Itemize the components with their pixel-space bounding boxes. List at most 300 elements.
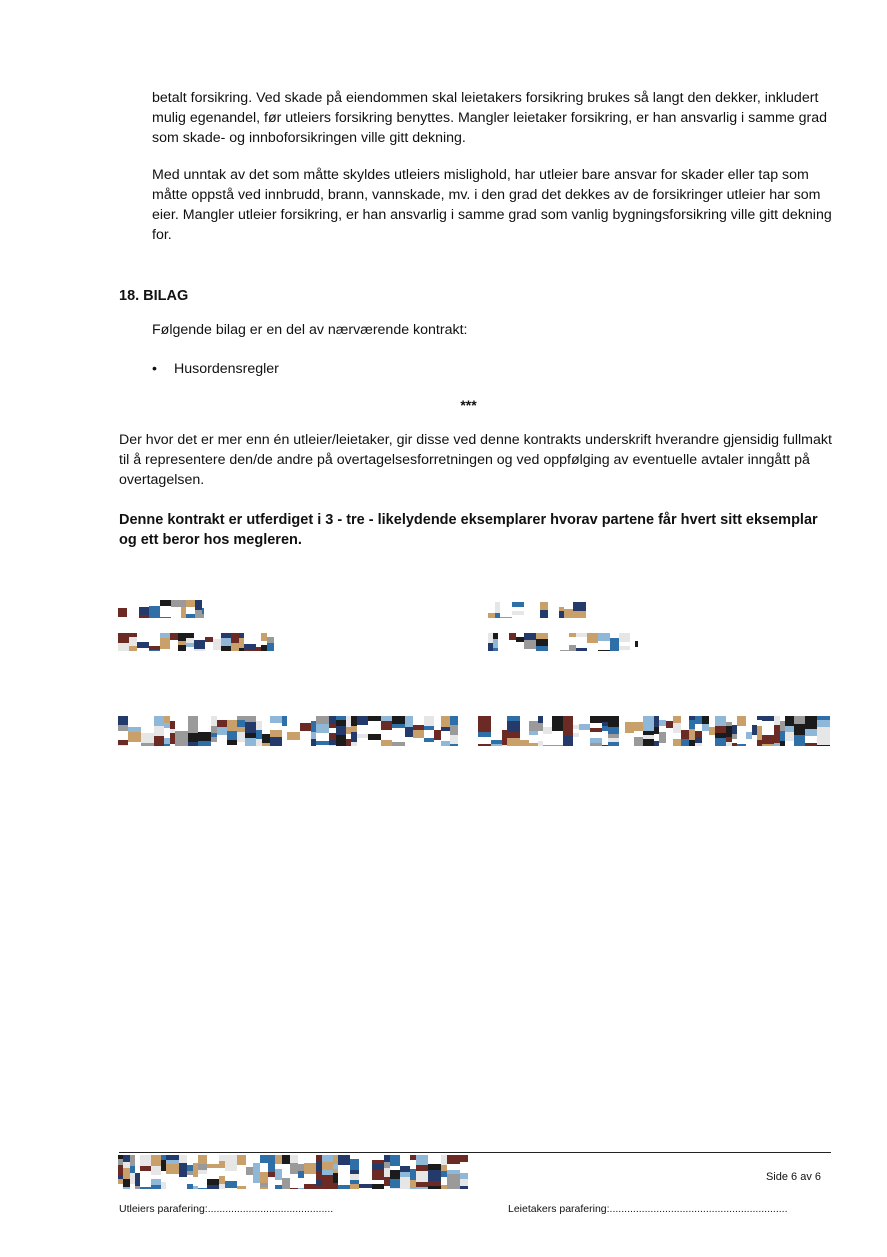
redaction-cell [405,737,413,746]
redaction-cell [260,1172,268,1183]
redaction-cell [227,720,237,731]
redaction-cell [610,649,619,651]
redaction-cell [139,600,149,607]
redaction-cell [536,646,548,651]
redaction-cell [434,721,441,730]
redaction-cell [659,732,666,743]
redaction-cell [137,648,149,651]
redaction-cell [785,716,794,726]
redaction-cell [141,733,154,743]
redaction-cell [178,645,186,651]
redaction-cell [659,743,666,746]
redaction-cell [186,647,194,651]
redaction-cell [166,1183,179,1189]
redaction-cell [245,722,256,733]
redaction-cell [237,742,245,746]
redaction-cell [543,745,552,746]
redaction-cell [424,716,434,726]
redaction-cell [536,639,548,646]
redaction-cell [625,733,634,742]
redaction-cell [666,721,673,728]
redaction-cell [587,643,598,651]
redaction-cell [188,716,198,726]
redaction-cell [166,1164,179,1174]
redaction-cell [141,716,154,727]
redaction-cell [524,606,533,613]
redaction-cell [381,740,392,746]
redaction-cell [118,643,129,651]
redaction-cell [509,640,516,651]
redaction-cell [543,716,552,727]
redaction-cell [225,1188,237,1189]
redaction-cell [336,735,346,746]
tenant-initials-field: Leietakers parafering:............................................................. [508,1203,788,1215]
redaction-cell [287,716,300,726]
redaction-cell [275,1155,282,1164]
redaction-cell [227,731,237,740]
redaction-cell [552,745,563,746]
redaction-cell [381,721,392,730]
redaction-cell [154,736,164,745]
redaction-cell [569,645,576,651]
redaction-cell [316,745,329,746]
redaction-cell [154,745,164,746]
redaction-cell [491,744,502,746]
bilag-list [152,359,279,379]
redaction-cell [149,650,160,651]
redaction-cell [282,1178,290,1189]
redacted-landlord-signature [118,716,458,746]
redaction-cell [198,741,211,746]
redaction-cell [149,606,160,617]
redaction-cell [322,1175,333,1186]
redaction-cell [817,745,830,746]
redaction-cell [390,1155,400,1166]
redaction-cell [491,716,502,724]
redaction-cell [198,722,211,732]
redaction-cell [127,609,139,616]
redaction-cell [673,716,681,723]
redaction-cell [478,716,491,726]
redaction-cell [275,1185,282,1189]
redaction-cell [441,716,450,727]
redaction-cell [127,600,139,609]
redaction-cell [576,648,587,651]
redaction-cell [359,1188,372,1189]
redaction-cell [123,1187,130,1189]
paragraph-insurance-tenant: betalt forsikring. Ved skade på eiendommen skal leietakers forsikring brukes så langt den dekker, inkludert mulig egenandel, før utleiers forsikring benyttes. Mangler leietaker forsikring, er han ansvarlig i samme grad som skade- og innboforsikringen ville gitt dekning. [152,90,828,146]
redaction-cell [372,1170,384,1180]
redaction-cell [262,743,270,746]
redaction-cell [282,1155,290,1164]
redaction-cell [413,730,424,738]
redaction-cell [447,1155,460,1164]
redaction-cell [579,716,590,724]
redaction-cell [488,602,495,613]
redacted-footer-address [118,1155,468,1189]
redaction-cell [260,1155,268,1163]
redaction-cell [573,602,586,611]
redaction-cell [625,722,634,733]
redacted-tenant-name [488,602,586,618]
redaction-cell [428,1170,441,1181]
redaction-cell [405,716,413,727]
redaction-cell [140,1155,151,1166]
redaction-cell [186,600,195,607]
redaction-cell [140,1187,151,1189]
redaction-cell [359,1155,372,1166]
redaction-cell [634,722,643,731]
redaction-cell [428,1186,441,1189]
redaction-cell [338,1185,350,1189]
redaction-cell [198,1174,207,1182]
redaction-cell [300,723,311,731]
redaction-cell [416,1155,428,1165]
redaction-cell [478,737,491,744]
redaction-cell [702,731,709,739]
redaction-cell [225,1155,237,1165]
redaction-cell [507,721,520,732]
redaction-cell [154,716,164,726]
redaction-cell [237,720,245,727]
redaction-cell [579,730,590,741]
redaction-cell [149,638,160,646]
redaction-cell [260,1187,268,1189]
redaction-cell [270,716,282,723]
redaction-cell [198,1155,207,1164]
redaction-cell [619,650,630,651]
redaction-cell [300,716,311,723]
redaction-cell [805,729,817,736]
redaction-cell [548,602,559,611]
redaction-cell [262,734,270,743]
redaction-cell [268,1177,275,1184]
redaction-cell [186,614,195,618]
redaction-cell [253,1172,260,1183]
redaction-cell [188,733,198,742]
redaction-cell [500,617,512,618]
redaction-cell [524,613,533,618]
redaction-cell [529,721,538,731]
redaction-cell [564,602,573,609]
redaction-cell [372,1184,384,1189]
redaction-cell [221,646,231,651]
landlord-initials-field: Utleiers parafering:........................................... [119,1203,334,1215]
redaction-cell [217,720,227,727]
redaction-cell [359,1177,372,1184]
redaction-cell [529,743,538,746]
redaction-cell [590,716,602,723]
redaction-cell [434,730,441,740]
redaction-cell [338,1155,350,1165]
list-item: • Husordensregler [152,359,279,379]
redaction-cell [516,648,524,651]
redaction-cell [123,1155,130,1162]
redaction-cell [227,745,237,746]
redaction-cell [520,740,529,746]
redaction-cell [441,741,450,746]
redaction-cell [244,650,256,651]
redaction-cell [118,745,128,746]
redaction-cell [225,1181,237,1188]
redaction-cell [447,1174,460,1184]
redaction-cell [338,1165,350,1173]
redaction-cell [424,742,434,746]
redacted-landlord-name [118,600,204,618]
redaction-cell [400,1184,410,1189]
redaction-cell [179,1155,187,1163]
redaction-cell [563,736,573,746]
redaction-cell [560,650,569,651]
redaction-cell [357,738,368,746]
redaction-cell [392,728,405,738]
redaction-cell [207,1155,219,1164]
redaction-cell [253,1163,260,1172]
redaction-cell [450,716,458,725]
redaction-cell [237,1186,246,1189]
redaction-cell [498,633,509,642]
redaction-cell [195,610,202,618]
redaction-cell [329,716,336,724]
redaction-cell [548,642,560,651]
redaction-cell [447,1184,460,1189]
redaction-cell [702,724,709,731]
redaction-cell [359,1166,372,1177]
redaction-cell [608,727,619,734]
redaction-cell [178,633,186,641]
redaction-cell [160,606,171,617]
redaction-cell [543,727,552,734]
redaction-cell [137,633,149,642]
redaction-cell [548,633,560,642]
redaction-cell [500,602,512,613]
redaction-cell [634,737,643,746]
redaction-cell [194,649,205,651]
redaction-cell [175,716,188,724]
redaction-cell [195,600,202,610]
redaction-cell [794,716,805,724]
redaction-cell [695,724,702,731]
redaction-cell [488,613,495,618]
redaction-cell [529,735,538,743]
redaction-cell [573,611,586,618]
redaction-cell [762,735,774,744]
redaction-cell [619,633,630,642]
redaction-cell [520,725,529,736]
redaction-cell [392,716,405,724]
separator-stars: *** [460,397,477,413]
redaction-cell [160,638,170,649]
redaction-cell [194,633,205,640]
redaction-cell [118,600,127,608]
redaction-cell [213,639,221,650]
redaction-cell [368,740,381,746]
redaction-cell [253,1155,260,1163]
redaction-cell [245,744,256,746]
redaction-cell [805,743,817,746]
redaction-cell [237,732,245,742]
redaction-cell [400,1155,410,1166]
redaction-cell [171,600,181,607]
redaction-cell [268,1161,275,1172]
redaction-cell [524,640,536,649]
redaction-cell [246,1155,253,1162]
redaction-cell [673,739,681,746]
redaction-cell [160,617,171,618]
redaction-cell [381,730,392,740]
redaction-cell [817,727,830,735]
redaction-cell [287,740,300,746]
redaction-cell [316,724,329,733]
redaction-cell [127,616,139,618]
redaction-cell [400,1177,410,1184]
redaction-cell [322,1155,333,1162]
redaction-cell [151,1185,161,1189]
redaction-cell [179,1177,187,1186]
redaction-cell [290,1188,298,1189]
redaction-cell [524,649,536,651]
redaction-cell [507,738,520,746]
redaction-cell [304,1184,316,1189]
redaction-cell [139,615,149,618]
redaction-cell [129,637,137,646]
redaction-cell [357,725,368,734]
redaction-cell [817,735,830,745]
redaction-cell [681,730,689,739]
redaction-cell [560,643,569,650]
redaction-cell [715,716,726,726]
section-heading-bilag: 18. BILAG [119,288,189,304]
redaction-cell [270,723,282,730]
redaction-cell [405,727,413,737]
redaction-cell [205,642,213,651]
footer-divider [119,1152,831,1153]
redaction-cell [762,721,774,728]
redaction-cell [282,1164,290,1174]
redaction-cell [512,615,524,618]
redaction-cell [666,728,673,736]
redaction-cell [260,1163,268,1172]
redaction-cell [737,726,746,733]
redaction-cell [128,732,141,742]
redaction-cell [160,649,170,651]
redaction-cell [805,721,817,729]
redaction-cell [154,726,164,736]
redaction-cell [304,1155,316,1163]
redaction-cell [737,733,746,744]
redaction-cell [390,1179,400,1188]
redaction-cell [246,1184,253,1189]
redaction-cell [643,722,654,731]
redaction-cell [188,726,198,733]
redaction-cell [737,744,746,746]
redaction-cell [217,745,227,746]
redaction-cell [118,617,127,618]
redaction-cell [416,1171,428,1182]
redaction-cell [123,1179,130,1187]
redaction-cell [268,1184,275,1189]
redaction-cell [350,1184,359,1189]
redaction-cell [267,643,274,651]
redaction-cell [533,602,540,612]
redaction-cell [413,744,424,746]
redaction-cell [198,1188,207,1189]
redaction-cell [794,735,805,746]
redaction-cell [118,633,129,643]
redaction-cell [579,741,590,746]
redaction-cell [498,647,509,651]
redaction-cell [175,740,188,746]
redaction-cell [322,1162,333,1170]
redaction-cell [625,742,634,746]
redaction-cell [392,742,405,746]
redaction-cell [460,1179,468,1186]
redaction-cell [413,716,424,725]
redaction-cell [564,609,573,618]
redaction-cell [207,1185,219,1189]
redaction-cell [140,1171,151,1181]
redaction-cell [491,730,502,740]
redaction-cell [434,740,441,746]
redaction-cell [322,1186,333,1189]
redaction-cell [563,725,573,736]
redaction-cell [450,725,458,735]
redaction-cell [817,720,830,727]
redaction-cell [666,736,673,746]
redaction-cell [805,736,817,743]
redaction-cell [416,1187,428,1189]
redaction-cell [715,738,726,746]
redaction-cell [350,1159,359,1170]
redaction-cell [151,1166,161,1175]
redaction-cell [762,728,774,735]
redaction-cell [576,637,587,648]
redaction-cell [262,716,270,724]
redaction-cell [237,1172,246,1180]
redacted-landlord-detail [118,633,274,651]
redaction-cell [149,617,160,618]
redaction-cell [175,724,188,731]
redaction-cell [179,1169,187,1177]
redaction-cell [533,617,540,618]
redaction-cell [329,745,336,746]
paragraph-mutual-authority: Der hvor det er mer enn én utleier/leietaker, gir disse ved denne kontrakts underskrift hverandre gjensidig fullmakt til å representere den/de andre på overtagelsesforretningen og ved oppfølging av eventuelle avtaler inngått på overtagelsen. [119,432,832,488]
redaction-cell [563,716,573,725]
redaction-cell [170,633,178,640]
redaction-cell [509,633,516,640]
redaction-cell [170,644,178,651]
redaction-cell [194,640,205,649]
redaction-cell [794,724,805,735]
redaction-cell [221,638,231,646]
redaction-cell [785,741,794,746]
redaction-cell [424,730,434,738]
redaction-cell [608,742,619,746]
redaction-cell [598,633,610,641]
redaction-cell [428,1155,441,1164]
redaction-cell [118,716,128,725]
redaction-cell [290,1163,298,1174]
redaction-cell [695,743,702,746]
redaction-cell [635,647,638,651]
redaction-cell [270,737,282,746]
redaction-cell [762,744,774,746]
redaction-cell [441,731,450,741]
redaction-cell [275,1169,282,1180]
redaction-cell [186,607,195,614]
redaction-cell [543,734,552,745]
redaction-cell [548,617,559,618]
